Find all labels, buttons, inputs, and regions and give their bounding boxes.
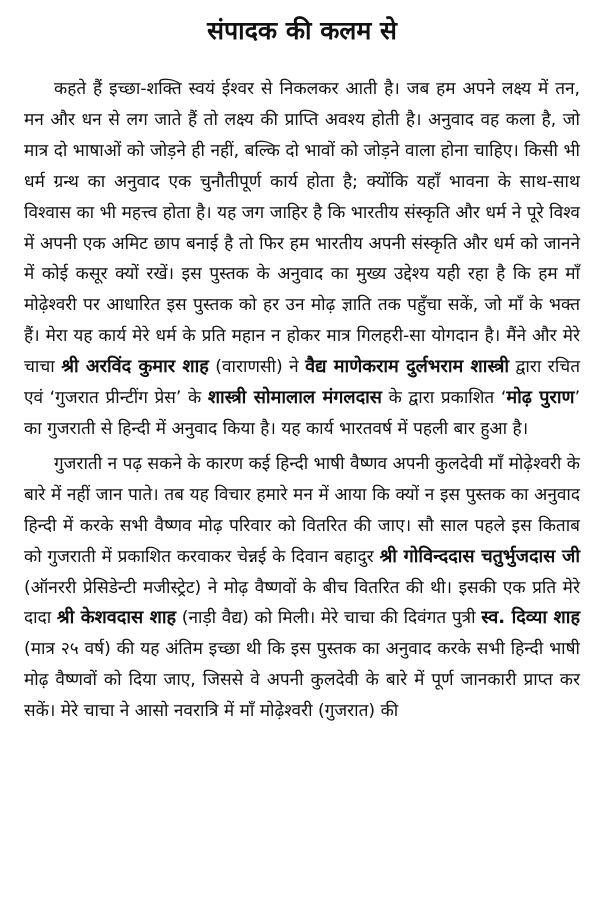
p1-text-4: के द्वारा प्रकाशित ‘ bbox=[381, 388, 507, 409]
page-title: संपादक की कलम से bbox=[207, 16, 397, 45]
p1-text-3: द्वारा रचित एवं ‘गुजरात प्रीन्टींग प्रेस’ के bbox=[24, 357, 580, 409]
p1-bold-2: वैद्य माणेकराम दुर्लभराम शास्त्री bbox=[305, 356, 510, 378]
p1-text-5: ’ का गुजराती से हिन्दी में अनुवाद किया है। यह कार्य भारतवर्ष में पहली बार हुआ है। bbox=[24, 388, 581, 439]
p2-text-2: (ऑनररी प्रेसिडेन्टी मजीस्ट्रेट) ने मोढ़ वैष्णवों के बीच वितरित की थी। इसकी एक प्रति मेरे दादा bbox=[24, 577, 580, 629]
p2-text-1: गुजराती न पढ़ सकने के कारण कई हिन्दी भाषी वैष्णव अपनी कुलदेवी माँ मोढ़ेश्वरी के बारे में नहीं जान पाते। तब यह विचार हमारे मन में आया कि क्यों न इस पुस्तक का अनुवाद हिन्दी में करके सभी वैष्णव मोढ़ परिवार को वितरित की जाए। सौ साल पहले इस किताब को गुजराती में प्रकाशित करवाकर चेन्नई के दिवान बहादुर bbox=[24, 453, 580, 567]
p1-text-2: (वाराणसी) ने bbox=[208, 357, 306, 378]
p1-bold-1: श्री अरविंद कुमार शाह bbox=[61, 356, 209, 378]
p2-bold-1: श्री गोविन्ददास चतुर्भुजदास जी bbox=[379, 545, 580, 567]
p1-bold-3: शास्त्री सोमालाल मंगलदास bbox=[207, 387, 382, 409]
paragraph-1 bbox=[24, 74, 580, 445]
p2-bold-3: स्व. दिव्या शाह bbox=[481, 607, 580, 629]
p2-text-4: (मात्र २५ वर्ष) की यह अंतिम इच्छा थी कि इस पुस्तक का अनुवाद करके सभी हिन्दी भाषी मोढ़ वैष्णवों को दिया जाए, जिससे वे अपनी कुलदेवी के बारे में पूर्ण जानकारी प्राप्त कर सकें। मेरे चाचा ने आसो नवरात्रि में माँ मोढ़ेश्वरी (गुजरात) की bbox=[24, 639, 580, 722]
p1-bold-4: मोढ़ पुराण bbox=[506, 387, 575, 409]
p2-bold-2: श्री केशवदास शाह bbox=[56, 607, 177, 629]
p1-text-1: कहते हैं इच्छा-शक्ति स्वयं ईश्वर से निकलकर आती है। जब हम अपने लक्ष्य में तन, मन और धन से लग जाते हैं तो लक्ष्य की प्राप्ति अवश्य होती है। अनुवाद वह कला है, जो मात्र दो भाषाओं को जोड़ने ही नहीं, बल्कि दो भावों को जोड़ने वाला होना चाहिए। किसी भी धर्म ग्रन्थ का अनुवाद एक चुनौतीपूर्ण कार्य होता है; क्योंकि यहाँ भावना के साथ-साथ विश्वास का भी महत्त्व होता है। यह जग जाहिर है कि भारतीय संस्कृति और धर्म ने पूरे विश्व में अपनी एक अमिट छाप बनाई है तो फिर हम भारतीय अपनी संस्कृति और धर्म को जानने में कोई कसूर क्यों रखें। इस पुस्तक के अनुवाद का मुख्य उद्देश्य यही रहा है कि हम माँ मोढ़ेश्वरी पर आधारित इस पुस्तक को हर उन मोढ़ ज्ञाति तक पहुँचा सकें, जो माँ के भक्त हैं। मेरा यह कार्य मेरे धर्म के प्रति महान न होकर मात्र गिलहरी-सा योगदान है। मैंने और मेरे चाचा bbox=[24, 79, 580, 378]
paragraph-2 bbox=[24, 449, 580, 727]
p2-text-3: (नाड़ी वैद्य) को मिली। मेरे चाचा की दिवंगत पुत्री bbox=[176, 608, 482, 629]
